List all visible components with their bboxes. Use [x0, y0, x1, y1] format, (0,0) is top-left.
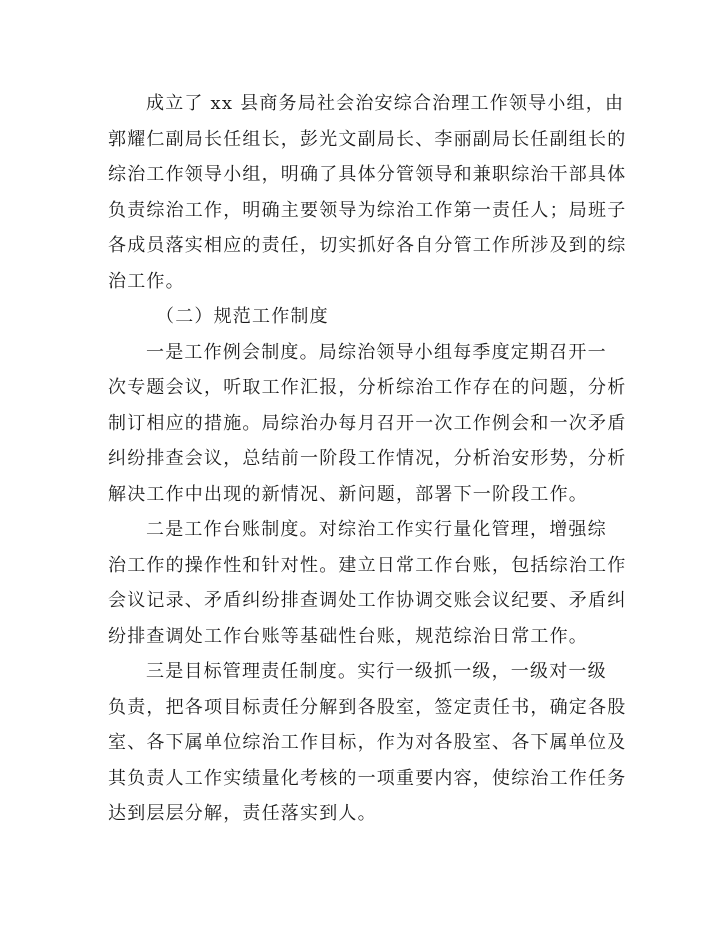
text-line: 治工作。: [108, 270, 185, 292]
text-line: 纠纷排查会议，总结前一阶段工作情况，分析治安形势，分析: [108, 448, 627, 469]
paragraph-p2: [108, 335, 627, 513]
text-line: 二是工作台账制度。对综治工作实行量化管理，增强综: [146, 519, 607, 540]
text-line: 次专题会议，听取工作汇报，分析综治工作存在的问题，分析: [108, 377, 627, 398]
section-heading-text: （二）规范工作制度: [156, 306, 329, 327]
text-line: 负责综治工作，明确主要领导为综治工作第一责任人；局班子: [108, 199, 627, 221]
text-line: 治工作的操作性和针对性。建立日常工作台账，包括综治工作: [108, 554, 627, 576]
text-line: 成立了 xx 县商务局社会治安综合治理工作领导小组，由: [146, 93, 625, 114]
text-line: 负责，把各项目标责任分解到各股室，签定责任书，确定各股: [108, 696, 627, 718]
document-body: [108, 86, 627, 832]
text-line: 会议记录、矛盾纠纷排查调处工作协调交账会议纪要、矛盾纠: [108, 590, 627, 611]
text-line: 纷排查调处工作台账等基础性台账，规范综治日常工作。: [108, 625, 588, 647]
text-line: 综治工作领导小组，明确了具体分管领导和兼职综治干部具体: [108, 164, 627, 185]
paragraph-p4: [108, 654, 627, 832]
text-line: 各成员落实相应的责任，切实抓好各自分管工作所涉及到的综: [108, 235, 627, 256]
text-line: 解决工作中出现的新情况、新问题，部署下一阶段工作。: [108, 483, 588, 505]
paragraph-p1: [108, 86, 627, 299]
text-line: 三是目标管理责任制度。实行一级抓一级，一级对一级: [146, 661, 607, 682]
text-line: 制订相应的措施。局综治办每月召开一次工作例会和一次矛盾: [108, 412, 627, 434]
text-line: 一是工作例会制度。局综治领导小组每季度定期召开一: [146, 341, 607, 363]
text-line: 其负责人工作实绩量化考核的一项重要内容，使综治工作任务: [108, 767, 627, 789]
text-line: 达到层层分解，责任落实到人。: [108, 803, 377, 824]
text-line: 郭耀仁副局长任组长，彭光文副局长、李丽副局长任副组长的: [108, 128, 627, 150]
paragraph-p3: [108, 512, 627, 654]
text-line: 室、各下属单位综治工作目标，作为对各股室、各下属单位及: [108, 732, 627, 753]
section-heading: [108, 299, 618, 335]
